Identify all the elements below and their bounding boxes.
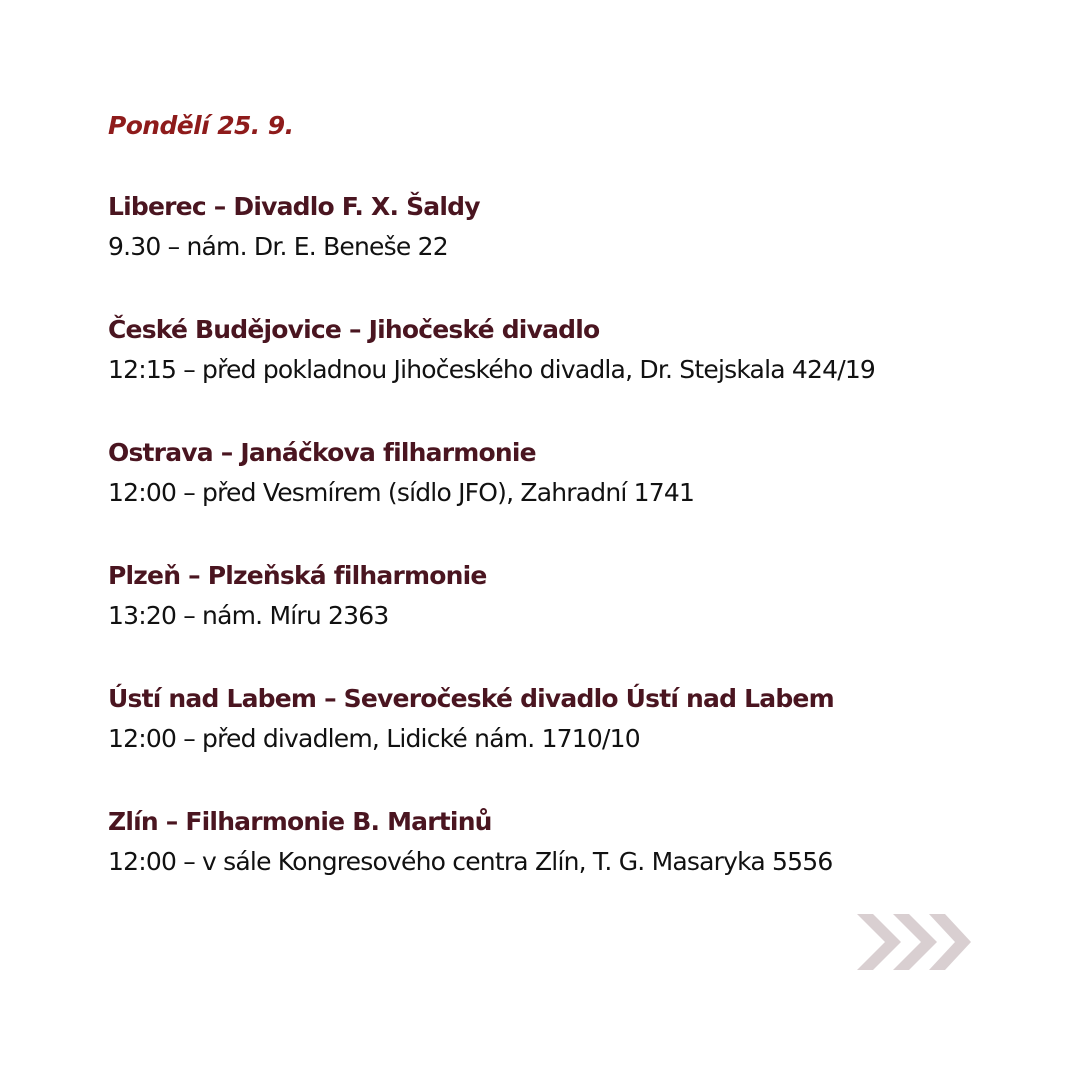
event-ceske-budejovice [108,310,1008,390]
schedule-content [108,107,1008,882]
event-title: Ústí nad Labem – Severočeské divadlo Ústí nad Labem [108,684,834,713]
event-title: Liberec – Divadlo F. X. Šaldy [108,192,480,221]
event-title: Plzeň – Plzeňská filharmonie [108,561,487,590]
event-usti-nad-labem [108,679,1008,759]
event-plzen [108,556,1008,636]
event-title: Zlín – Filharmonie B. Martinů [108,807,492,836]
chevron-right-icon [857,914,901,970]
event-detail: 12:00 – před divadlem, Lidické nám. 1710/10 [108,724,640,753]
event-title: Ostrava – Janáčkova filharmonie [108,438,536,467]
event-detail: 13:20 – nám. Míru 2363 [108,601,389,630]
triple-chevron-right-icon[interactable] [855,910,973,974]
event-detail: 9.30 – nám. Dr. E. Beneše 22 [108,232,448,261]
event-ostrava [108,433,1008,513]
event-title: České Budějovice – Jihočeské divadlo [108,315,600,344]
event-detail: 12:00 – před Vesmírem (sídlo JFO), Zahradní 1741 [108,478,695,507]
date-heading: Pondělí 25. 9. [108,111,294,140]
event-zlin [108,802,1008,882]
event-liberec [108,187,1008,267]
event-detail: 12:00 – v sále Kongresového centra Zlín, T. G. Masaryka 5556 [108,847,833,876]
event-detail: 12:15 – před pokladnou Jihočeského divadla, Dr. Stejskala 424/19 [108,355,876,384]
